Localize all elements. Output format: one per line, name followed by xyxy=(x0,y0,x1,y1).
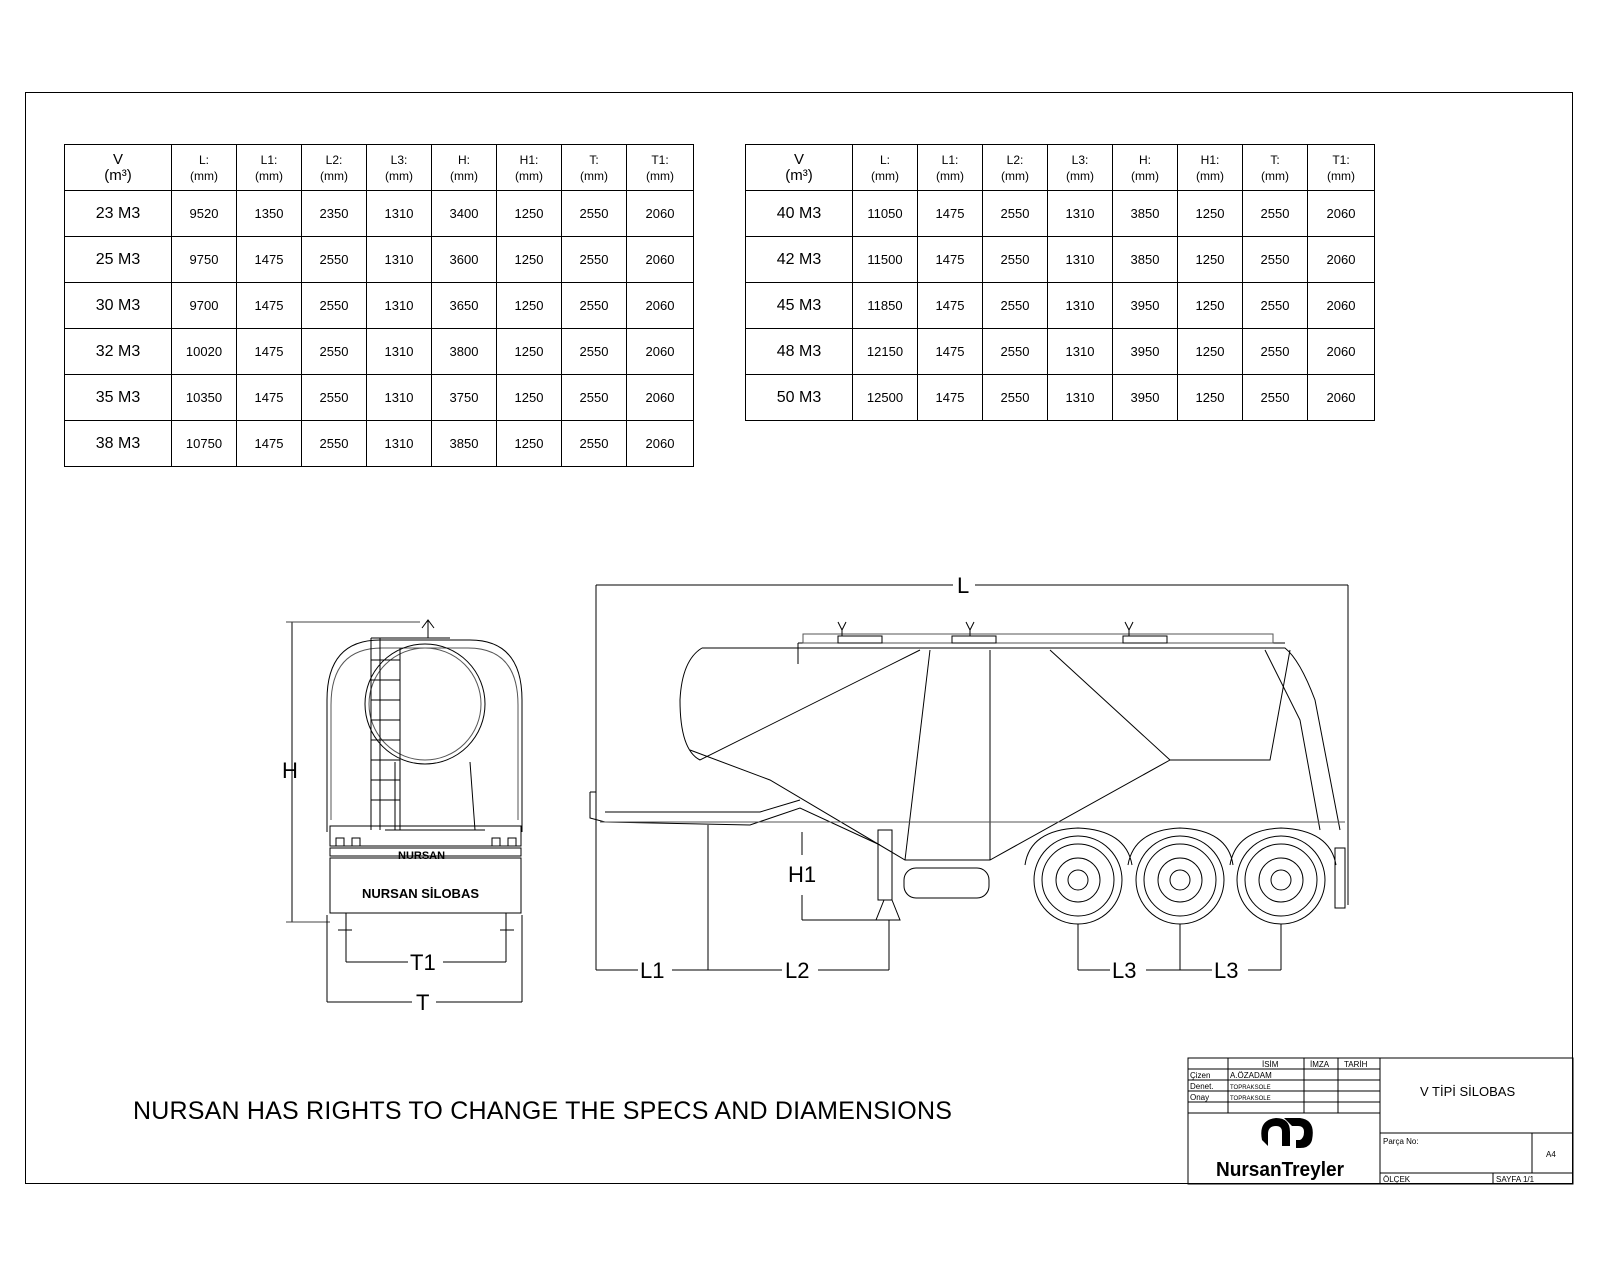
tb-olcek: ÖLÇEK xyxy=(1383,1175,1411,1184)
tb-logo-text: NursanTreyler xyxy=(1216,1159,1345,1181)
header-t: T: (mm) xyxy=(562,145,627,191)
value-cell: 2550 xyxy=(302,375,367,421)
value-cell: 1310 xyxy=(1048,375,1113,421)
value-cell: 2550 xyxy=(302,329,367,375)
value-cell: 2550 xyxy=(562,329,627,375)
value-cell: 1475 xyxy=(237,329,302,375)
value-cell: 3650 xyxy=(432,283,497,329)
value-cell: 2550 xyxy=(983,329,1048,375)
value-cell: 2060 xyxy=(1308,191,1375,237)
value-cell: 2550 xyxy=(302,421,367,467)
value-cell: 2550 xyxy=(562,421,627,467)
volume-cell: 23 M3 xyxy=(65,191,172,237)
value-cell: 2550 xyxy=(562,283,627,329)
header-l1: L1: (mm) xyxy=(918,145,983,191)
header-t1: T1: (mm) xyxy=(627,145,694,191)
value-cell: 10020 xyxy=(172,329,237,375)
value-cell: 3800 xyxy=(432,329,497,375)
value-cell: 1310 xyxy=(1048,237,1113,283)
value-cell: 1310 xyxy=(367,283,432,329)
value-cell: 3600 xyxy=(432,237,497,283)
value-cell: 1250 xyxy=(497,283,562,329)
value-cell: 2550 xyxy=(983,191,1048,237)
volume-cell: 32 M3 xyxy=(65,329,172,375)
header-h: H: (mm) xyxy=(1113,145,1178,191)
tb-col-imza: İMZA xyxy=(1310,1060,1330,1069)
value-cell: 3850 xyxy=(432,421,497,467)
value-cell: 1475 xyxy=(918,191,983,237)
value-cell: 1250 xyxy=(497,329,562,375)
tb-col-isim: İSİM xyxy=(1262,1060,1279,1069)
value-cell: 1310 xyxy=(1048,191,1113,237)
header-t1: T1: (mm) xyxy=(1308,145,1375,191)
value-cell: 1310 xyxy=(1048,329,1113,375)
tb-row1-name: A.ÖZADAM xyxy=(1230,1071,1272,1080)
value-cell: 1250 xyxy=(1178,237,1243,283)
value-cell: 2550 xyxy=(562,237,627,283)
dim-label-t1: T1 xyxy=(410,950,436,975)
value-cell: 2550 xyxy=(1243,375,1308,421)
dim-label-l2: L2 xyxy=(785,958,810,983)
value-cell: 1475 xyxy=(237,237,302,283)
header-l3: L3: (mm) xyxy=(367,145,432,191)
header-t: T: (mm) xyxy=(1243,145,1308,191)
value-cell: 9750 xyxy=(172,237,237,283)
dim-label-h1: H1 xyxy=(788,862,817,887)
value-cell: 1475 xyxy=(918,375,983,421)
dim-label-l: L xyxy=(957,573,970,598)
tb-sayfa: SAYFA 1/1 xyxy=(1496,1175,1535,1184)
header-l: L: (mm) xyxy=(853,145,918,191)
value-cell: 2550 xyxy=(1243,191,1308,237)
value-cell: 2550 xyxy=(1243,237,1308,283)
tb-row3-label: Onay xyxy=(1190,1093,1210,1102)
value-cell: 2550 xyxy=(562,375,627,421)
volume-cell: 25 M3 xyxy=(65,237,172,283)
volume-cell: 50 M3 xyxy=(746,375,853,421)
value-cell: 1310 xyxy=(367,191,432,237)
tb-row2-label: Denet. xyxy=(1190,1082,1214,1091)
volume-cell: 40 M3 xyxy=(746,191,853,237)
value-cell: 9520 xyxy=(172,191,237,237)
tb-row3-name: TOPRAKSOLE xyxy=(1230,1096,1271,1102)
dim-label-t: T xyxy=(416,990,430,1015)
tb-sheet-size: A4 xyxy=(1546,1150,1556,1159)
value-cell: 1310 xyxy=(1048,283,1113,329)
side-view xyxy=(590,585,1348,970)
header-v: V (m³) xyxy=(65,145,172,191)
tb-col-tarih: TARİH xyxy=(1344,1060,1368,1069)
value-cell: 1250 xyxy=(497,191,562,237)
rear-bumper-text: NURSAN SİLOBAS xyxy=(362,886,480,901)
value-cell: 1475 xyxy=(237,421,302,467)
value-cell: 1250 xyxy=(1178,191,1243,237)
value-cell: 3850 xyxy=(1113,237,1178,283)
volume-cell: 45 M3 xyxy=(746,283,853,329)
value-cell: 1250 xyxy=(1178,329,1243,375)
wheel-3 xyxy=(1237,836,1325,924)
dim-label-h: H xyxy=(282,758,298,783)
value-cell: 1250 xyxy=(1178,283,1243,329)
value-cell: 1475 xyxy=(918,237,983,283)
value-cell: 11050 xyxy=(853,191,918,237)
tb-row2-name: TOPRAKSOLE xyxy=(1230,1085,1271,1091)
value-cell: 11850 xyxy=(853,283,918,329)
value-cell: 12150 xyxy=(853,329,918,375)
tb-parca-no: Parça No: xyxy=(1383,1137,1419,1146)
value-cell: 1250 xyxy=(1178,375,1243,421)
header-l1: L1: (mm) xyxy=(237,145,302,191)
wheel-2 xyxy=(1136,836,1224,924)
value-cell: 1475 xyxy=(237,283,302,329)
value-cell: 2350 xyxy=(302,191,367,237)
tb-title: V TİPİ SİLOBAS xyxy=(1420,1084,1516,1099)
value-cell: 2060 xyxy=(627,237,694,283)
header-h1: H1: (mm) xyxy=(1178,145,1243,191)
value-cell: 3750 xyxy=(432,375,497,421)
value-cell: 10350 xyxy=(172,375,237,421)
volume-cell: 48 M3 xyxy=(746,329,853,375)
value-cell: 2550 xyxy=(983,375,1048,421)
value-cell: 2060 xyxy=(627,191,694,237)
value-cell: 2060 xyxy=(1308,237,1375,283)
value-cell: 1310 xyxy=(367,237,432,283)
value-cell: 9700 xyxy=(172,283,237,329)
value-cell: 2550 xyxy=(983,283,1048,329)
header-h1: H1: (mm) xyxy=(497,145,562,191)
value-cell: 1250 xyxy=(497,237,562,283)
rear-top-text: NURSAN xyxy=(398,850,446,862)
header-h: H: (mm) xyxy=(432,145,497,191)
value-cell: 2550 xyxy=(983,237,1048,283)
nursan-logo-icon xyxy=(1261,1118,1313,1148)
header-l: L: (mm) xyxy=(172,145,237,191)
value-cell: 1310 xyxy=(367,329,432,375)
value-cell: 2550 xyxy=(1243,329,1308,375)
volume-cell: 30 M3 xyxy=(65,283,172,329)
value-cell: 1310 xyxy=(367,375,432,421)
value-cell: 2060 xyxy=(1308,329,1375,375)
value-cell: 11500 xyxy=(853,237,918,283)
wheel-1 xyxy=(1034,836,1122,924)
volume-cell: 38 M3 xyxy=(65,421,172,467)
rear-view xyxy=(286,620,522,1002)
value-cell: 2060 xyxy=(627,329,694,375)
value-cell: 2060 xyxy=(1308,283,1375,329)
header-v: V (m³) xyxy=(746,145,853,191)
value-cell: 1250 xyxy=(497,421,562,467)
dim-label-l1: L1 xyxy=(640,958,665,983)
header-l3: L3: (mm) xyxy=(1048,145,1113,191)
value-cell: 2060 xyxy=(627,283,694,329)
value-cell: 1475 xyxy=(918,329,983,375)
value-cell: 3950 xyxy=(1113,329,1178,375)
volume-cell: 35 M3 xyxy=(65,375,172,421)
value-cell: 1475 xyxy=(918,283,983,329)
value-cell: 2060 xyxy=(627,421,694,467)
tb-row1-label: Çizen xyxy=(1190,1071,1211,1080)
value-cell: 1350 xyxy=(237,191,302,237)
value-cell: 2060 xyxy=(1308,375,1375,421)
header-l2: L2: (mm) xyxy=(983,145,1048,191)
value-cell: 1475 xyxy=(237,375,302,421)
value-cell: 2550 xyxy=(302,237,367,283)
value-cell: 3400 xyxy=(432,191,497,237)
value-cell: 3850 xyxy=(1113,191,1178,237)
value-cell: 2550 xyxy=(1243,283,1308,329)
volume-cell: 42 M3 xyxy=(746,237,853,283)
value-cell: 12500 xyxy=(853,375,918,421)
value-cell: 2550 xyxy=(302,283,367,329)
value-cell: 2060 xyxy=(627,375,694,421)
dim-label-l3-1: L3 xyxy=(1112,958,1137,983)
header-l2: L2: (mm) xyxy=(302,145,367,191)
disclaimer-text: NURSAN HAS RIGHTS TO CHANGE THE SPECS AND DIAMENSIONS xyxy=(133,1097,953,1125)
value-cell: 10750 xyxy=(172,421,237,467)
value-cell: 1310 xyxy=(367,421,432,467)
dim-label-l3-2: L3 xyxy=(1214,958,1239,983)
value-cell: 3950 xyxy=(1113,283,1178,329)
value-cell: 2550 xyxy=(562,191,627,237)
value-cell: 3950 xyxy=(1113,375,1178,421)
value-cell: 1250 xyxy=(497,375,562,421)
